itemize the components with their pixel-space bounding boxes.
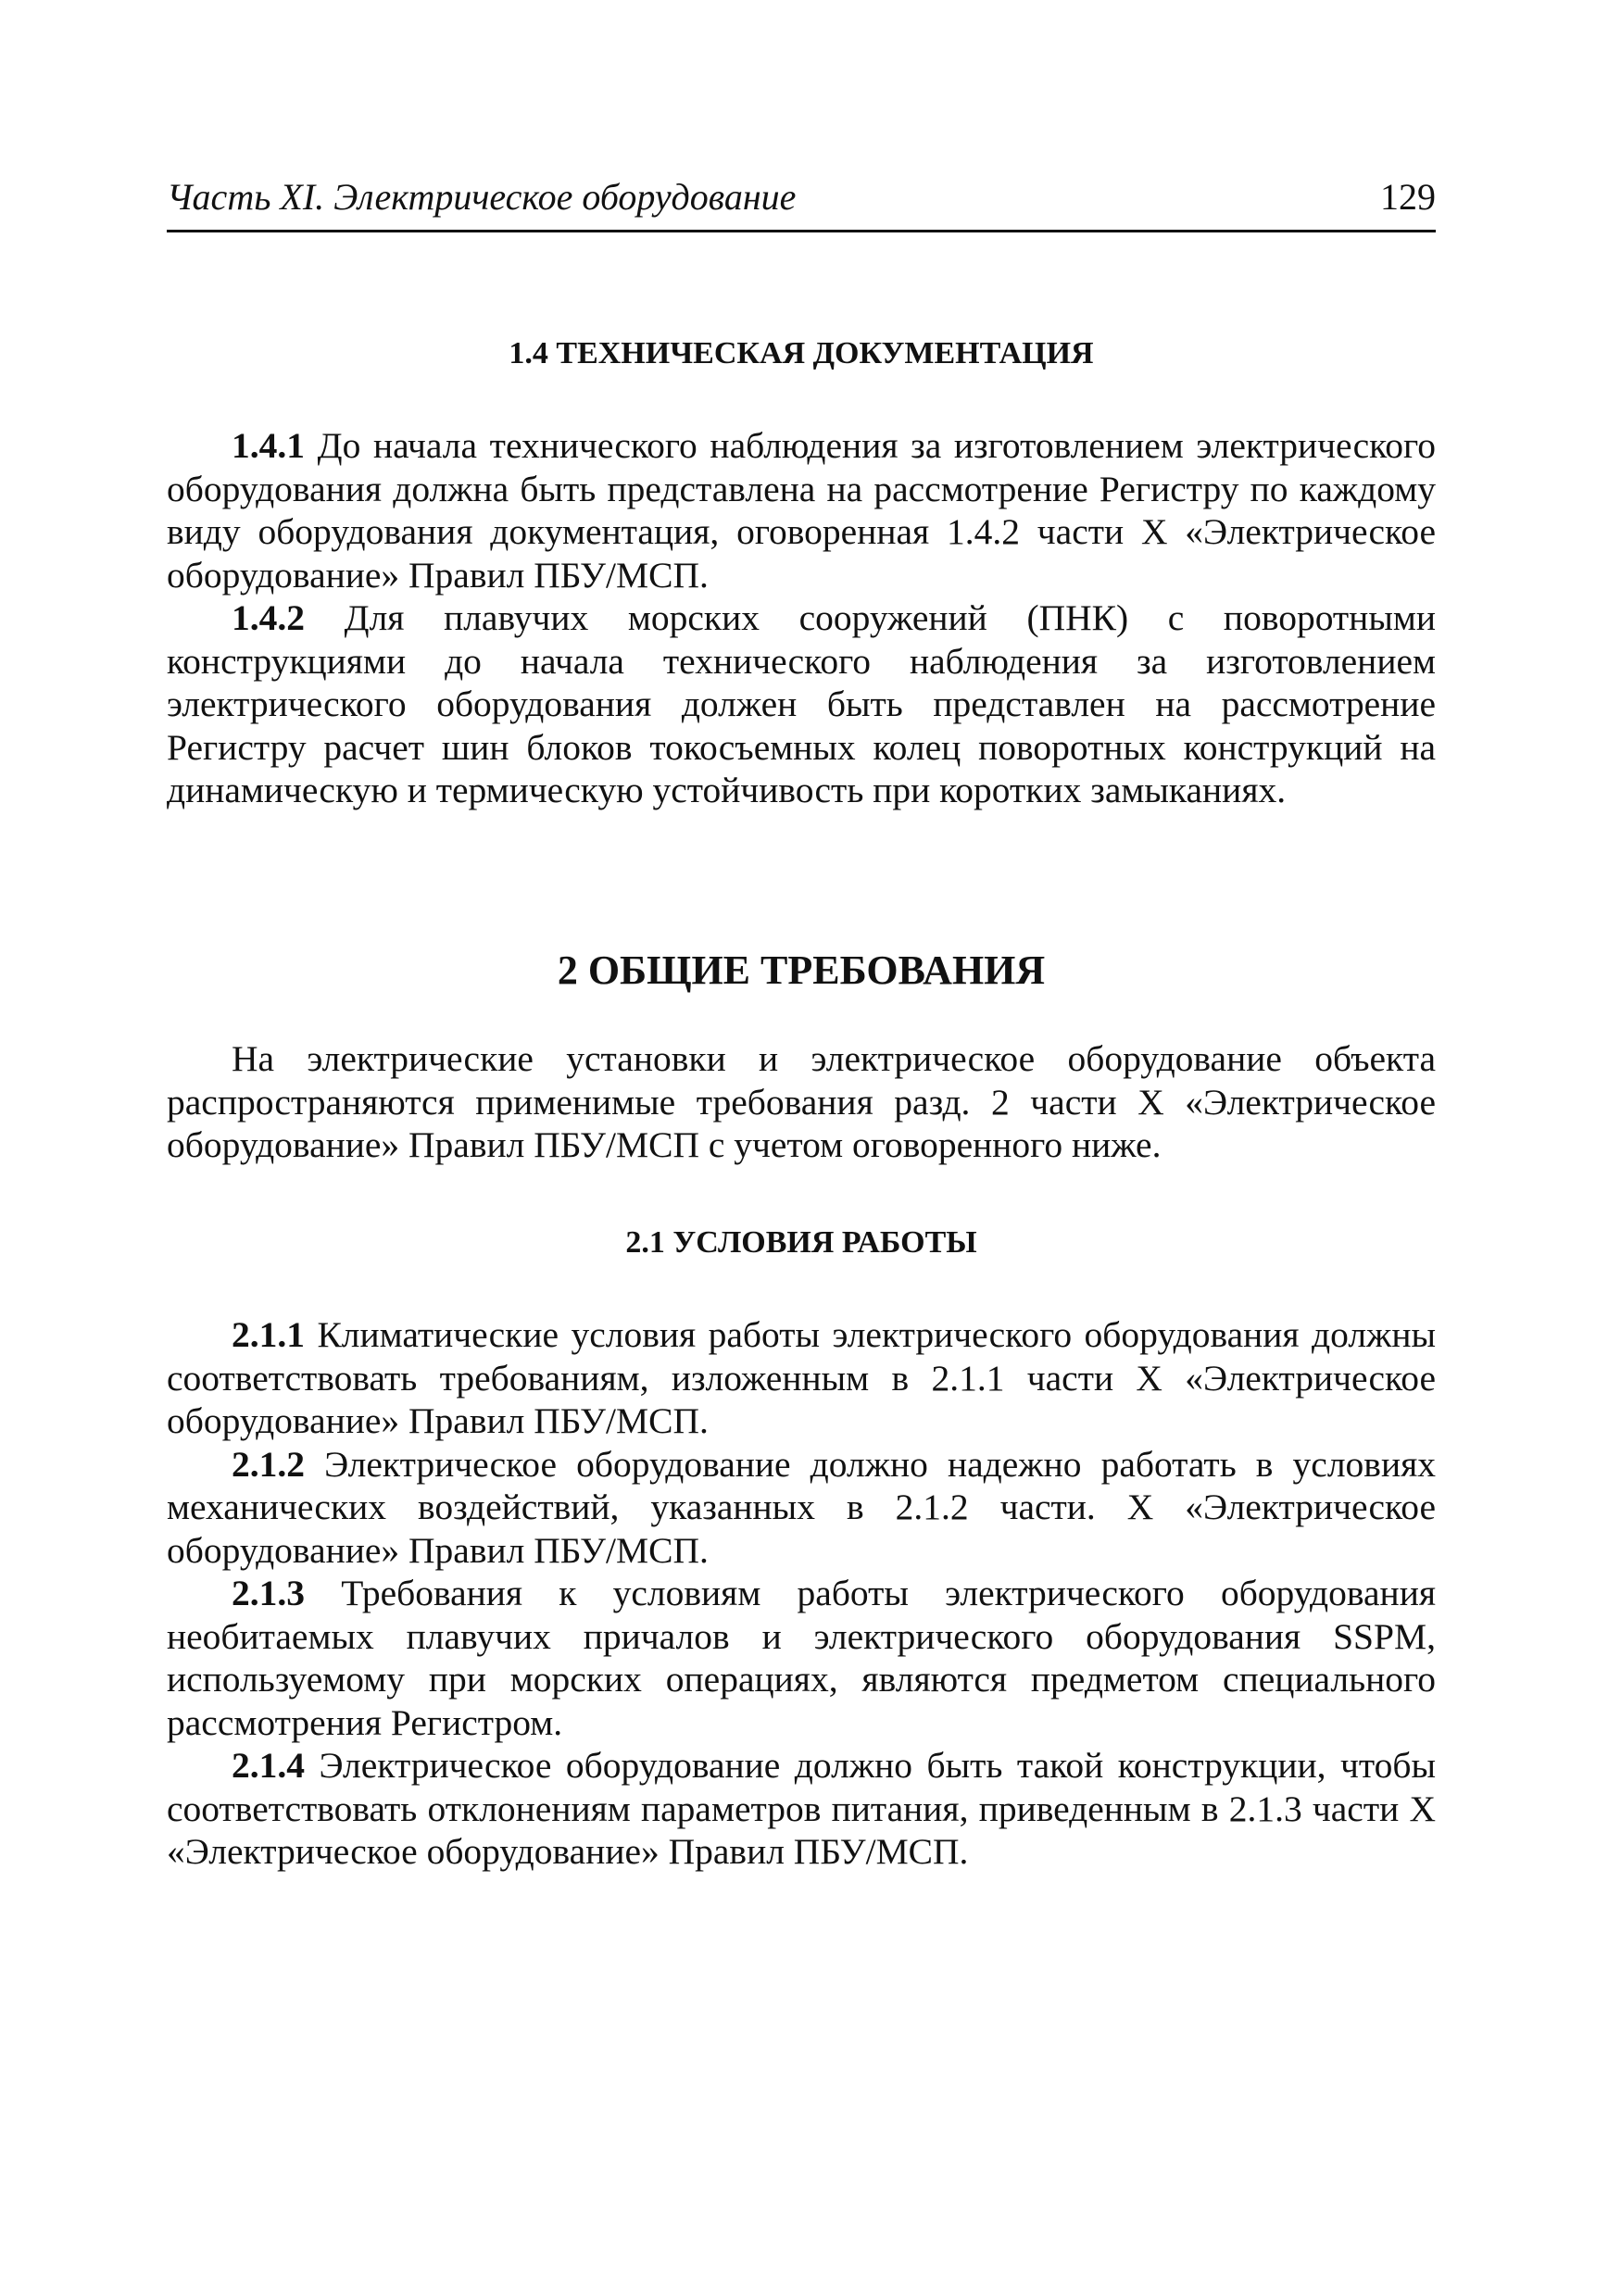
paragraph-text: До начала технического наблюдения за изготовлением электрического оборудования должна быть представлена на рассмотрение Регистру по каждому виду оборудования документация, оговоренная 1.4.2 части X «Электрическое оборудование» Правил ПБУ/МСП. — [167, 425, 1437, 596]
section-2-heading: 2 ОБЩИЕ ТРЕБОВАНИЯ — [557, 947, 1046, 993]
paragraph-text: Требования к условиям работы электрического оборудования необитаемых плавучих причалов и электрического оборудования SSPM, используемому при морских операциях, являются предметом специального рассмотрения Регистром. — [167, 1573, 1436, 1743]
paragraph-1-4-2 — [167, 596, 1436, 812]
paragraph-number: 1.4.2 — [232, 597, 305, 638]
paragraph-section-2-intro: На электрические установки и электрическое оборудование объекта распространяются применимые требования разд. 2 части X «Электрическое оборудование» Правил ПБУ/МСП с учетом оговоренного ниже. — [167, 1038, 1436, 1165]
section-1-4-body — [167, 424, 1436, 812]
paragraph-text: Электрическое оборудование должно быть такой конструкции, чтобы соответствовать отклонениям параметров питания, приведенным в 2.1.3 части X «Электрическое оборудование» Правил ПБУ/МСП. — [167, 1745, 1437, 1872]
section-2-intro — [167, 1037, 1436, 1167]
section-1-4-heading: 1.4 ТЕХНИЧЕСКАЯ ДОКУМЕНТАЦИЯ — [509, 336, 1094, 370]
running-header — [167, 174, 1436, 232]
header-title: Часть XI. Электрическое оборудование — [167, 176, 797, 218]
section-2-1-heading: 2.1 УСЛОВИЯ РАБОТЫ — [625, 1225, 977, 1260]
section-2-1-body — [167, 1313, 1436, 1874]
paragraph-2-1-4 — [167, 1744, 1436, 1874]
paragraph-1-4-1 — [167, 424, 1436, 596]
paragraph-text: Климатические условия работы электрического оборудования должны соответствовать требованиям, изложенным в 2.1.1 части X «Электрическое оборудование» Правил ПБУ/МСП. — [167, 1314, 1436, 1441]
paragraph-number: 2.1.1 — [232, 1314, 305, 1355]
page-number: 129 — [1380, 176, 1436, 218]
paragraph-2-1-3 — [167, 1572, 1436, 1744]
paragraph-2-1-2 — [167, 1443, 1436, 1573]
paragraph-text: Для плавучих морских сооружений (ПНК) с поворотными конструкциями до начала технического наблюдения за изготовлением электрического оборудования должен быть представлен на рассмотрение Регистру расчет шин блоков токосъемных колец поворотных конструкций на динамическую и термическую устойчивость при коротких замыканиях. — [167, 597, 1436, 810]
paragraph-number: 1.4.1 — [232, 425, 305, 466]
paragraph-text: Электрическое оборудование должно надежно работать в условиях механических воздействий, указанных в 2.1.2 части. X «Электрическое оборудование» Правил ПБУ/МСП. — [167, 1443, 1437, 1571]
paragraph-number: 2.1.3 — [232, 1573, 305, 1613]
paragraph-number: 2.1.2 — [232, 1443, 305, 1485]
paragraph-2-1-1 — [167, 1313, 1436, 1443]
paragraph-number: 2.1.4 — [232, 1745, 305, 1786]
